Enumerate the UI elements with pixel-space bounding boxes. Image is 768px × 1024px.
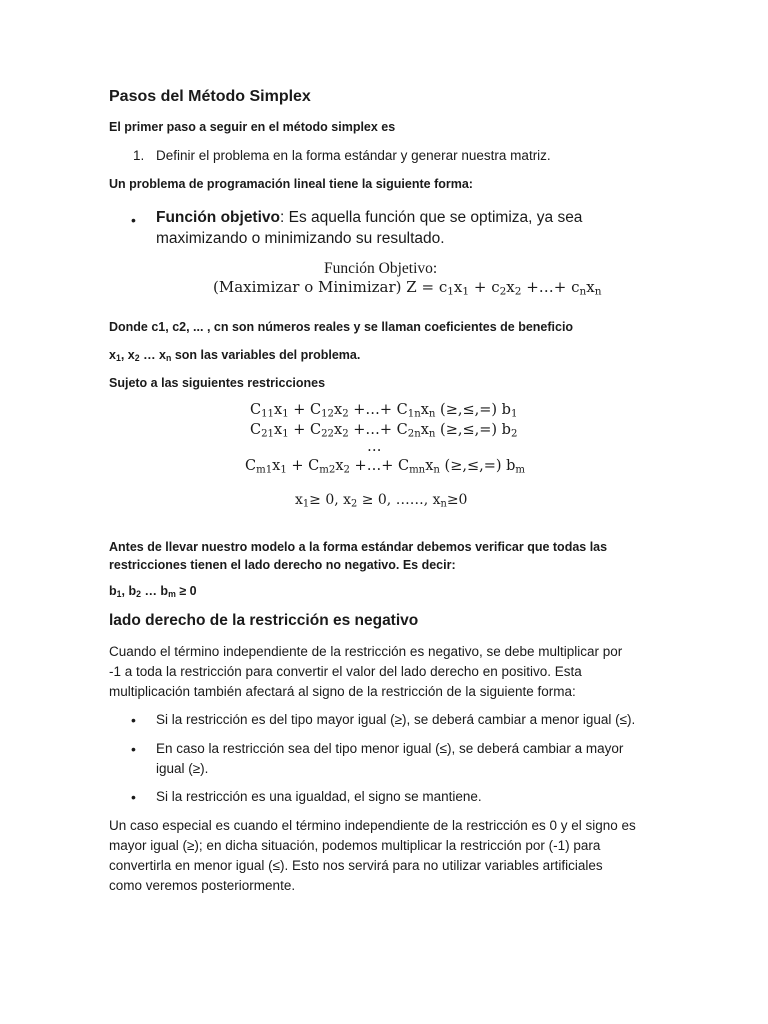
objective-line-1 [156, 209, 582, 227]
paragraph-1-line-1: Cuando el término independiente de la restricción es negativo, se debe multiplicar por [109, 644, 623, 659]
lp-form-text: Un problema de programación lineal tiene la siguiente forma: [109, 177, 473, 191]
constraint-ellipsis: … [367, 439, 382, 455]
bullet-icon: • [131, 789, 136, 805]
paragraph-2-line-2: mayor igual (≥); en dicha situación, podemos multiplicar la restricción por (-1) para [109, 838, 601, 853]
step-number: 1. [133, 148, 145, 163]
variables-text: $x_1$, $x_2$ … $x_n$ son las variables del problema. [109, 348, 361, 364]
constraint-row-m: $C_{m1}x_1 + C_{m2}x_2$ +…+ $C_{mn}x_n$ (≥,≤,=) $b_m$ [245, 458, 526, 476]
before-text-2: restricciones tienen el lado derecho no negativo. Es decir: [109, 558, 456, 572]
paragraph-1-line-2: -1 a toda la restricción para convertir el valor del lado derecho en positivo. Esta [109, 664, 582, 679]
paragraph-2-line-1: Un caso especial es cuando el término independiente de la restricción es 0 y el signo es [109, 818, 636, 833]
formula-caption: Función Objetivo: [324, 260, 438, 277]
constraint-row-2: $C_{21}x_1 + C_{22}x_2$ +…+ $C_{2n}x_n$ (≥,≤,=) $b_2$ [250, 422, 518, 440]
before-text-1: Antes de llevar nuestro modelo a la forma estándar debemos verificar que todas las [109, 540, 608, 554]
bullet-icon: • [131, 212, 136, 228]
subject-to-text: Sujeto a las siguientes restricciones [109, 376, 326, 390]
objective-desc-1: : Es aquella función que se optimiza, ya sea [280, 209, 583, 226]
page-title: Pasos del Método Simplex [109, 88, 311, 105]
intro-text: El primer paso a seguir en el método simplex es [109, 120, 396, 134]
constraint-row-1: $C_{11}x_1 + C_{12}x_2$ +…+ $C_{1n}x_n$ (≥,≤,=) $b_1$ [250, 402, 518, 420]
paragraph-1-line-3: multiplicación también afectará al signo de la restricción de la siguiente forma: [109, 684, 576, 699]
bullet-2-text-1: En caso la restricción sea del tipo menor igual (≤), se deberá cambiar a mayor [156, 741, 624, 756]
bullet-icon: • [131, 712, 136, 728]
objective-line-2: maximizando o minimizando su resultado. [156, 230, 445, 247]
section-heading: lado derecho de la restricción es negativo [109, 612, 419, 629]
objective-formula: (Maximizar o Minimizar) $Z = c_1x_1 + c_2x_2$ +…+ $c_nx_n$ [213, 278, 602, 298]
objective-label: Función objetivo [156, 209, 280, 226]
nonnegativity: $x_1\ge 0$, $x_2 \ge 0$, ……, $x_n\ge 0$ [295, 492, 468, 510]
b-condition: $b_1$, $b_2$ … $b_m \ge 0$ [109, 584, 197, 600]
paragraph-2-line-4: como veremos posteriormente. [109, 878, 296, 893]
step-text: Definir el problema en la forma estándar y generar nuestra matriz. [156, 148, 551, 163]
paragraph-2-line-3: convertirla en menor igual (≤). Esto nos servirá para no utilizar variables artificiales [109, 858, 603, 873]
bullet-1-text: Si la restricción es del tipo mayor igual (≥), se deberá cambiar a menor igual (≤). [156, 712, 636, 727]
bullet-icon: • [131, 741, 136, 757]
coefficients-text: Donde c1, c2, ... , cn son números reales y se llaman coeficientes de beneficio [109, 320, 574, 334]
bullet-2-text-2: igual (≥). [156, 761, 209, 776]
bullet-3-text: Si la restricción es una igualdad, el signo se mantiene. [156, 789, 482, 804]
